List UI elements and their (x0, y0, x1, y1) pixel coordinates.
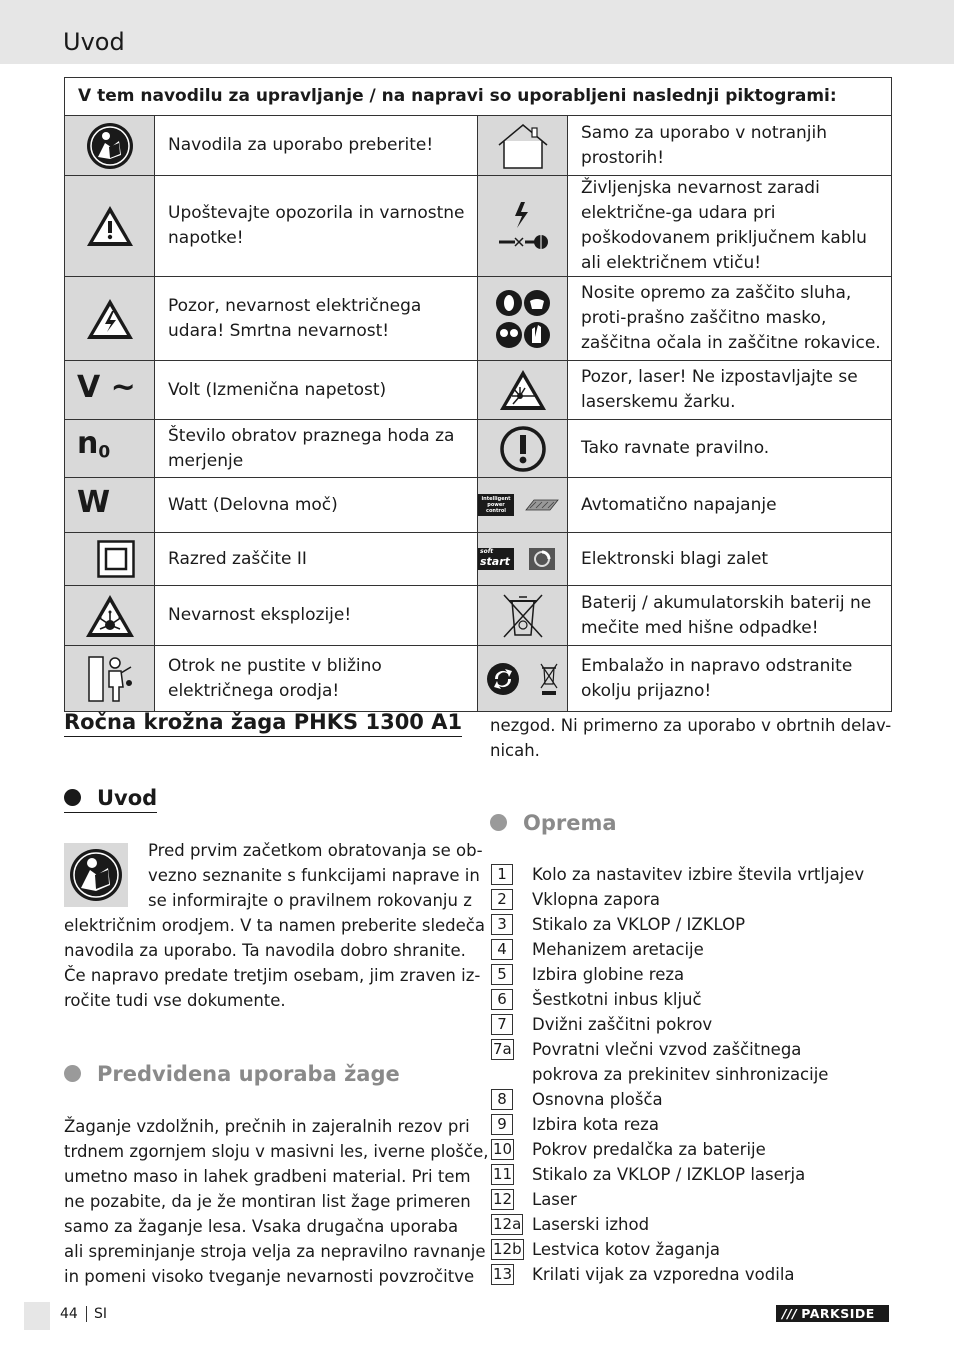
brand-name: PARKSIDE (801, 1306, 875, 1321)
brand-logo (776, 1305, 889, 1322)
text-line: nezgod. Ni primerno za uporabo v obrtnih delav- (490, 716, 892, 735)
text-line: Pred prvim začetkom obratovanja se ob- (148, 841, 483, 860)
part-label: Mehanizem aretacije (532, 940, 704, 959)
bullet-dot (64, 789, 81, 806)
equipment-heading-text: Oprema (523, 811, 617, 835)
text-line: Če napravo predate tretjim osebam, jim zraven iz- (64, 966, 481, 985)
intro-paragraph-wrapped (148, 838, 483, 913)
part-label: Stikalo za VKLOP / IZKLOP laserja (532, 1165, 806, 1184)
pictogram-text: Navodila za uporabo preberite! (155, 116, 478, 176)
list-item (490, 1037, 890, 1062)
text-line: ali spreminjanje stroja velja za nepravilno ravnanje (64, 1242, 486, 1261)
volt-ac-icon (65, 361, 155, 420)
part-label: Krilati vijak za vzporedna vodila (532, 1265, 795, 1284)
part-label: Pokrov predalčka za baterije (532, 1140, 766, 1159)
list-item (490, 1212, 890, 1237)
equipment-heading (490, 811, 617, 835)
intelligent-power-badge: intelligent power control (478, 494, 514, 516)
part-number: 12b (493, 1240, 522, 1258)
watt-icon (65, 478, 155, 533)
part-label: Povratni vlečni vzvod zaščitnega (532, 1040, 802, 1059)
speed-symbol: n (77, 426, 99, 462)
exclamation-icon (478, 420, 568, 478)
watt-symbol: W (77, 485, 111, 520)
text-line: umetno maso in lahek gradbeni material. Pri tem (64, 1167, 471, 1186)
list-item (490, 1087, 890, 1112)
part-number: 9 (491, 1114, 513, 1135)
usage-paragraph (64, 1114, 488, 1289)
part-label: Šestkotni inbus ključ (532, 990, 702, 1009)
list-item (490, 862, 890, 887)
list-item (490, 1187, 890, 1212)
protection-class-ii-icon (65, 533, 155, 586)
list-item (490, 1012, 890, 1037)
part-label: Dvižni zaščitni pokrov (532, 1015, 713, 1034)
usage-heading (64, 1062, 400, 1086)
part-label: Laserski izhod (532, 1215, 650, 1234)
bullet-dot (64, 1065, 81, 1082)
read-manual-icon (65, 116, 155, 176)
part-number: 1 (491, 864, 513, 885)
electric-cable-hazard-icon (478, 176, 568, 277)
text-line: Žaganje vzdolžnih, prečnih in zajeralnih rezov pri (64, 1117, 470, 1136)
part-number: 7a (493, 1040, 512, 1058)
part-label: Vklopna zapora (532, 890, 661, 909)
list-item (490, 887, 890, 912)
part-number: 12a (493, 1215, 522, 1233)
usage-heading-text: Predvidena uporaba žage (97, 1062, 400, 1086)
soft-label: soft (480, 548, 494, 555)
part-label: Laser (532, 1190, 577, 1209)
intro-paragraph (64, 913, 485, 1013)
soft-start-badge (478, 548, 514, 570)
pictogram-table (64, 77, 892, 712)
header-bar (0, 0, 954, 64)
part-label: Lestvica kotov žaganja (532, 1240, 721, 1259)
language-code: SI (94, 1306, 108, 1322)
crossed-bin-icon (478, 586, 568, 646)
warning-triangle-icon (65, 176, 155, 277)
text-line: se informirajte o pravilnem rokovanju z (148, 891, 472, 910)
pictogram-text: Volt (Izmenična napetost) (155, 361, 478, 420)
read-manual-icon (64, 843, 128, 907)
pictogram-text: Baterij / akumulatorskih baterij ne mečite med hišne odpadke! (568, 586, 892, 646)
pictogram-text: Upoštevajte opozorila in varnostne napotke! (155, 176, 478, 277)
pictogram-text: Pozor, nevarnost električnega udara! Smrtna nevarnost! (155, 277, 478, 361)
pictogram-text: Nosite opremo za zaščito sluha, proti-prašno zaščitno masko, zaščitna očala in zaščitne rokavice. (568, 277, 892, 361)
part-number: 12 (493, 1190, 513, 1208)
intro-heading (64, 786, 157, 813)
keep-children-away-icon (65, 646, 155, 712)
part-number: 7 (491, 1014, 513, 1035)
pictogram-text: Elektronski blagi zalet (568, 533, 892, 586)
text-line: nicah. (490, 741, 540, 760)
pictogram-table-heading: V tem navodilu za upravljanje / na napravi so uporabljeni naslednji piktogrami: (65, 78, 892, 116)
text-line: električnim orodjem. V ta namen preberite sledeča (64, 916, 485, 935)
no-load-speed-icon (65, 420, 155, 478)
part-label: Izbira globine reza (532, 965, 685, 984)
pictogram-text: Otrok ne pustite v bližino električnega orodja! (155, 646, 478, 712)
part-number: 11 (493, 1165, 513, 1183)
pictogram-text: Embalažo in napravo odstranite okolju prijazno! (568, 646, 892, 712)
text-line: trdnem zgornjem sloju v masivni les, iverne plošče, (64, 1142, 489, 1161)
page-number: 44 (60, 1306, 87, 1322)
usage-paragraph-continued (490, 713, 891, 763)
part-number: 3 (491, 914, 513, 935)
bullet-dot (490, 814, 507, 831)
pictogram-text: Število obratov praznega hoda za merjenje (155, 420, 478, 478)
intelligent-power-control-icon (478, 478, 568, 533)
part-number: 8 (491, 1089, 513, 1110)
intro-heading-text: Uvod (97, 786, 158, 810)
text-line: in pomeni visoko tveganje nevarnosti povzročitve (64, 1267, 475, 1286)
part-number: 13 (493, 1265, 513, 1283)
part-number: 5 (491, 964, 513, 985)
protective-equipment-icon (478, 277, 568, 361)
text-line: ročite tudi vse dokumente. (64, 991, 286, 1010)
part-number: 10 (493, 1140, 513, 1158)
pictogram-text: Življenjska nevarnost zaradi električne-ga udara pri poškodovanem priključnem kablu ali električnem vtiču! (568, 176, 892, 277)
list-item (490, 1062, 890, 1087)
product-title: Ročna krožna žaga PHKS 1300 A1 (64, 710, 462, 737)
start-label: start (480, 555, 510, 568)
soft-start-icon (478, 533, 568, 586)
part-number: 6 (491, 989, 513, 1010)
list-item (490, 1162, 890, 1187)
text-line: vezno seznanite s funkcijami naprave in (148, 866, 480, 885)
page-title: Uvod (63, 28, 125, 56)
volt-symbol: V ~ (77, 370, 136, 405)
text-line: samo za žaganje lesa. Vsaka drugačna uporaba (64, 1217, 459, 1236)
laser-warning-icon (478, 361, 568, 420)
explosion-hazard-icon (65, 586, 155, 646)
part-number: 2 (491, 889, 513, 910)
equipment-list (490, 862, 890, 1287)
pictogram-text: Avtomatično napajanje (568, 478, 892, 533)
list-item (490, 987, 890, 1012)
list-item (490, 912, 890, 937)
pictogram-text: Watt (Delovna moč) (155, 478, 478, 533)
speed-symbol-subscript: 0 (98, 442, 111, 463)
list-item (490, 1137, 890, 1162)
recycle-icon (478, 646, 568, 712)
text-line: ne pozabite, da je že montiran list žage primeren (64, 1192, 471, 1211)
part-label: Osnovna plošča (532, 1090, 663, 1109)
list-item (490, 1112, 890, 1137)
list-item (490, 962, 890, 987)
part-label: Kolo za nastavitev izbire števila vrtljajev (532, 865, 865, 884)
pictogram-text: Razred zaščite II (155, 533, 478, 586)
text-line: navodila za uporabo. Ta navodila dobro shranite. (64, 941, 466, 960)
pictogram-text: Samo za uporabo v notranjih prostorih! (568, 116, 892, 176)
part-label: Izbira kota reza (532, 1115, 659, 1134)
logo-bars: /// (782, 1306, 798, 1321)
list-item (490, 937, 890, 962)
electric-shock-warning-icon (65, 277, 155, 361)
list-item (490, 1237, 890, 1262)
part-label: pokrova za prekinitev sinhronizacije (532, 1065, 829, 1084)
pictogram-text: Pozor, laser! Ne izpostavljajte se laserskemu žarku. (568, 361, 892, 420)
list-item (490, 1262, 890, 1287)
pictogram-text: Nevarnost eksplozije! (155, 586, 478, 646)
pictogram-text: Tako ravnate pravilno. (568, 420, 892, 478)
part-label: Stikalo za VKLOP / IZKLOP (532, 915, 746, 934)
footer-marker (24, 1302, 50, 1330)
part-number: 4 (491, 939, 513, 960)
house-icon (478, 116, 568, 176)
